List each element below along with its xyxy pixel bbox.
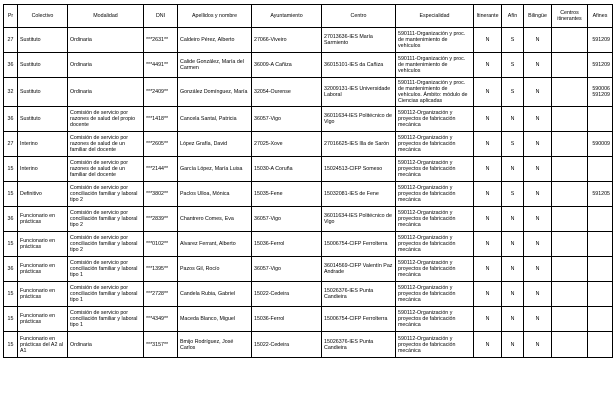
- cell-itinerante: N: [474, 307, 502, 332]
- cell-pr: 36: [4, 53, 18, 78]
- cell-centros-itinerantes: [552, 132, 588, 157]
- cell-especialidad: 590112-Organización y proyectos de fabricación mecánica: [396, 132, 474, 157]
- cell-colectivo: Funcionario en prácticas: [18, 232, 68, 257]
- cell-afines: [588, 282, 613, 307]
- cell-bilingue: N: [524, 157, 552, 182]
- table-header: [4, 5, 613, 28]
- cell-especialidad: 590112-Organización y proyectos de fabricación mecánica: [396, 332, 474, 358]
- cell-pr: 15: [4, 332, 18, 358]
- cell-especialidad: 590112-Organización y proyectos de fabricación mecánica: [396, 232, 474, 257]
- cell-modalidad: Comisión de servicio por razones de salud de un familiar del docente: [68, 132, 144, 157]
- cell-colectivo: Sustituto: [18, 53, 68, 78]
- cell-afin: N: [502, 232, 524, 257]
- cell-afines: [588, 107, 613, 132]
- cell-ayuntamiento: 27025-Xove: [252, 132, 322, 157]
- cell-dni: ***3157**: [144, 332, 178, 358]
- cell-bilingue: N: [524, 182, 552, 207]
- cell-modalidad: Comisión de servicio por conciliación familiar y laboral tipo 2: [68, 232, 144, 257]
- cell-itinerante: N: [474, 182, 502, 207]
- cell-ayuntamiento: 15022-Cedeira: [252, 332, 322, 358]
- cell-itinerante: N: [474, 78, 502, 107]
- cell-centros-itinerantes: [552, 107, 588, 132]
- cell-afin: S: [502, 132, 524, 157]
- cell-centro: 15006754-CIFP Ferrolterra: [322, 307, 396, 332]
- cell-colectivo: Funcionario en prácticas: [18, 307, 68, 332]
- cell-pr: 15: [4, 182, 18, 207]
- cell-itinerante: N: [474, 53, 502, 78]
- cell-afin: N: [502, 107, 524, 132]
- cell-modalidad: Ordinaria: [68, 332, 144, 358]
- cell-centros-itinerantes: [552, 182, 588, 207]
- cell-centro: 15006754-CIFP Ferrolterra: [322, 232, 396, 257]
- cell-afin: S: [502, 28, 524, 53]
- cell-dni: ***4349**: [144, 307, 178, 332]
- cell-afines: 591205: [588, 182, 613, 207]
- cell-dni: ***2605**: [144, 132, 178, 157]
- assignment-table: [3, 4, 613, 358]
- cell-afines: 590009: [588, 132, 613, 157]
- cell-colectivo: Funcionario en prácticas: [18, 207, 68, 232]
- table-row: [4, 28, 613, 53]
- cell-bilingue: N: [524, 53, 552, 78]
- cell-bilingue: N: [524, 307, 552, 332]
- cell-centros-itinerantes: [552, 157, 588, 182]
- cell-afin: N: [502, 332, 524, 358]
- table-row: [4, 53, 613, 78]
- table-row: [4, 182, 613, 207]
- cell-colectivo: Sustituto: [18, 28, 68, 53]
- cell-nombre: Paclos Ulloa, Mónica: [178, 182, 252, 207]
- cell-afines: 590006 591209: [588, 78, 613, 107]
- cell-centro: 32009131-IES Universidade Laboral: [322, 78, 396, 107]
- table-row: [4, 257, 613, 282]
- cell-modalidad: Comisión de servicio por razones de salud del propio docente: [68, 107, 144, 132]
- cell-centros-itinerantes: [552, 282, 588, 307]
- cell-dni: ***4491**: [144, 53, 178, 78]
- cell-colectivo: Funcionario en prácticas: [18, 282, 68, 307]
- header-bilingue: Bilingüe: [524, 5, 552, 28]
- header-dni: DNI: [144, 5, 178, 28]
- cell-itinerante: N: [474, 28, 502, 53]
- cell-itinerante: N: [474, 107, 502, 132]
- cell-centro: 36011634-IES Politécnico de Vigo: [322, 107, 396, 132]
- header-colectivo: Colectivo: [18, 5, 68, 28]
- cell-dni: ***2631**: [144, 28, 178, 53]
- cell-dni: ***2728**: [144, 282, 178, 307]
- header-row: [4, 5, 613, 28]
- cell-modalidad: Ordinaria: [68, 28, 144, 53]
- cell-centro: 15032081-IES de Fene: [322, 182, 396, 207]
- cell-afines: [588, 257, 613, 282]
- cell-modalidad: Comisión de servicio por conciliación familiar y laboral tipo 2: [68, 182, 144, 207]
- cell-especialidad: 590112-Organización y proyectos de fabricación mecánica: [396, 182, 474, 207]
- header-centro: Centro: [322, 5, 396, 28]
- cell-bilingue: N: [524, 257, 552, 282]
- cell-centros-itinerantes: [552, 207, 588, 232]
- cell-itinerante: N: [474, 132, 502, 157]
- cell-colectivo: Funcionario en prácticas: [18, 257, 68, 282]
- cell-centro: 36011634-IES Politécnico de Vigo: [322, 207, 396, 232]
- cell-modalidad: Ordinaria: [68, 78, 144, 107]
- cell-bilingue: N: [524, 28, 552, 53]
- cell-ayuntamiento: 15022-Cedeira: [252, 282, 322, 307]
- cell-afines: [588, 207, 613, 232]
- cell-afin: N: [502, 282, 524, 307]
- cell-ayuntamiento: 36057-Vigo: [252, 257, 322, 282]
- header-nombre: Apellidos y nombre: [178, 5, 252, 28]
- cell-pr: 27: [4, 132, 18, 157]
- cell-especialidad: 590112-Organización y proyectos de fabricación mecánica: [396, 107, 474, 132]
- cell-dni: ***2144**: [144, 157, 178, 182]
- cell-modalidad: Comisión de servicio por conciliación familiar y laboral tipo 2: [68, 207, 144, 232]
- cell-nombre: Chantrero Comes, Eva: [178, 207, 252, 232]
- cell-pr: 36: [4, 107, 18, 132]
- cell-especialidad: 590111-Organización y proc. de mantenimiento de vehículos. Ámbito: módulo de Ciencias aplicadas: [396, 78, 474, 107]
- cell-afines: 591209: [588, 53, 613, 78]
- cell-afines: [588, 332, 613, 358]
- cell-pr: 36: [4, 207, 18, 232]
- cell-centros-itinerantes: [552, 53, 588, 78]
- cell-centros-itinerantes: [552, 332, 588, 358]
- cell-itinerante: N: [474, 207, 502, 232]
- table-body: [4, 28, 613, 358]
- header-afin: Afín: [502, 5, 524, 28]
- cell-especialidad: 590112-Organización y proyectos de fabricación mecánica: [396, 282, 474, 307]
- table-row: [4, 107, 613, 132]
- cell-dni: ***2839**: [144, 207, 178, 232]
- cell-modalidad: Comisión de servicio por razones de salud de un familiar del docente: [68, 157, 144, 182]
- cell-especialidad: 590112-Organización y proyectos de fabricación mecánica: [396, 157, 474, 182]
- table-row: [4, 307, 613, 332]
- cell-bilingue: N: [524, 332, 552, 358]
- cell-modalidad: Comisión de servicio por conciliación familiar y laboral tipo 1: [68, 282, 144, 307]
- cell-itinerante: N: [474, 157, 502, 182]
- cell-nombre: Candela Rubia, Gabriel: [178, 282, 252, 307]
- cell-colectivo: Funcionario en prácticas del A2 al A1: [18, 332, 68, 358]
- cell-afin: N: [502, 307, 524, 332]
- cell-ayuntamiento: 27066-Viveiro: [252, 28, 322, 53]
- cell-colectivo: Sustituto: [18, 78, 68, 107]
- table-row: [4, 157, 613, 182]
- cell-itinerante: N: [474, 232, 502, 257]
- cell-dni: ***2409**: [144, 78, 178, 107]
- cell-centros-itinerantes: [552, 307, 588, 332]
- cell-colectivo: Interino: [18, 132, 68, 157]
- cell-centros-itinerantes: [552, 78, 588, 107]
- header-pr: Pr: [4, 5, 18, 28]
- table-row: [4, 232, 613, 257]
- cell-centros-itinerantes: [552, 257, 588, 282]
- cell-centro: 15024513-CIFP Someso: [322, 157, 396, 182]
- table-row: [4, 78, 613, 107]
- cell-dni: ***0102**: [144, 232, 178, 257]
- cell-itinerante: N: [474, 257, 502, 282]
- cell-bilingue: N: [524, 107, 552, 132]
- cell-bilingue: N: [524, 132, 552, 157]
- cell-ayuntamiento: 15036-Ferrol: [252, 307, 322, 332]
- cell-afines: [588, 307, 613, 332]
- cell-especialidad: 590111-Organización y proc. de mantenimiento de vehículos: [396, 28, 474, 53]
- cell-ayuntamiento: 32054-Ourense: [252, 78, 322, 107]
- cell-nombre: Cancela Santal, Patricia: [178, 107, 252, 132]
- cell-especialidad: 590111-Organización y proc. de mantenimiento de vehículos: [396, 53, 474, 78]
- cell-centros-itinerantes: [552, 28, 588, 53]
- header-itinerante: Itinerante: [474, 5, 502, 28]
- cell-afines: [588, 157, 613, 182]
- cell-colectivo: Sustituto: [18, 107, 68, 132]
- cell-pr: 15: [4, 157, 18, 182]
- cell-centro: 27013636-IES María Sarmiento: [322, 28, 396, 53]
- cell-pr: 15: [4, 282, 18, 307]
- cell-ayuntamiento: 36057-Vigo: [252, 107, 322, 132]
- cell-bilingue: N: [524, 282, 552, 307]
- cell-afin: N: [502, 257, 524, 282]
- cell-centro: 27016625-IES Illa de Sarón: [322, 132, 396, 157]
- header-afines: Afines: [588, 5, 613, 28]
- cell-dni: ***1395**: [144, 257, 178, 282]
- cell-afin: S: [502, 78, 524, 107]
- table-row: [4, 132, 613, 157]
- cell-bilingue: N: [524, 78, 552, 107]
- cell-ayuntamiento: 15035-Fene: [252, 182, 322, 207]
- cell-ayuntamiento: 15030-A Coruña: [252, 157, 322, 182]
- cell-itinerante: N: [474, 282, 502, 307]
- cell-afin: N: [502, 157, 524, 182]
- header-especialidad: Especialidad: [396, 5, 474, 28]
- cell-especialidad: 590112-Organización y proyectos de fabricación mecánica: [396, 207, 474, 232]
- cell-nombre: Pazos Gil, Rocío: [178, 257, 252, 282]
- cell-pr: 15: [4, 307, 18, 332]
- cell-nombre: López Grafía, David: [178, 132, 252, 157]
- cell-afin: S: [502, 53, 524, 78]
- cell-bilingue: N: [524, 207, 552, 232]
- cell-nombre: González Domínguez, María: [178, 78, 252, 107]
- cell-afin: N: [502, 207, 524, 232]
- cell-ayuntamiento: 36057-Vigo: [252, 207, 322, 232]
- cell-nombre: García López, María Luisa: [178, 157, 252, 182]
- cell-ayuntamiento: 36009-A Cañiza: [252, 53, 322, 78]
- cell-especialidad: 590112-Organización y proyectos de fabricación mecánica: [396, 257, 474, 282]
- header-ayuntamiento: Ayuntamiento: [252, 5, 322, 28]
- cell-colectivo: Definitivo: [18, 182, 68, 207]
- cell-centro: 36015101-IES da Cañiza: [322, 53, 396, 78]
- cell-pr: 15: [4, 232, 18, 257]
- assignment-table-container: [3, 4, 612, 358]
- cell-colectivo: Interino: [18, 157, 68, 182]
- cell-bilingue: N: [524, 232, 552, 257]
- cell-especialidad: 590112-Organización y proyectos de fabricación mecánica: [396, 307, 474, 332]
- cell-pr: 32: [4, 78, 18, 107]
- cell-nombre: Alvarez Ferrant, Alberto: [178, 232, 252, 257]
- cell-centros-itinerantes: [552, 232, 588, 257]
- cell-modalidad: Ordinaria: [68, 53, 144, 78]
- cell-pr: 36: [4, 257, 18, 282]
- cell-nombre: Calide González, María del Carmen: [178, 53, 252, 78]
- cell-dni: ***1418**: [144, 107, 178, 132]
- cell-nombre: Bmijo Rodríguez, José Carlos: [178, 332, 252, 358]
- header-modalidad: Modalidad: [68, 5, 144, 28]
- header-centros-itinerantes: Centros itinerantes: [552, 5, 588, 28]
- cell-afines: 591209: [588, 28, 613, 53]
- table-row: [4, 282, 613, 307]
- cell-centro: 15026376-IES Punta Candieira: [322, 332, 396, 358]
- cell-centro: 36014569-CIFP Valentín Paz Andrade: [322, 257, 396, 282]
- cell-dni: ***3802**: [144, 182, 178, 207]
- cell-centro: 15026376-IES Punta Candieira: [322, 282, 396, 307]
- table-row: [4, 207, 613, 232]
- cell-nombre: Maceda Blanco, Miguel: [178, 307, 252, 332]
- cell-modalidad: Comisión de servicio por conciliación familiar y laboral tipo 1: [68, 257, 144, 282]
- cell-afines: [588, 232, 613, 257]
- cell-pr: 27: [4, 28, 18, 53]
- cell-ayuntamiento: 15036-Ferrol: [252, 232, 322, 257]
- cell-afin: S: [502, 182, 524, 207]
- cell-modalidad: Comisión de servicio por conciliación familiar y laboral tipo 1: [68, 307, 144, 332]
- cell-nombre: Caldeiro Pérez, Alberto: [178, 28, 252, 53]
- table-row: [4, 332, 613, 358]
- cell-itinerante: N: [474, 332, 502, 358]
